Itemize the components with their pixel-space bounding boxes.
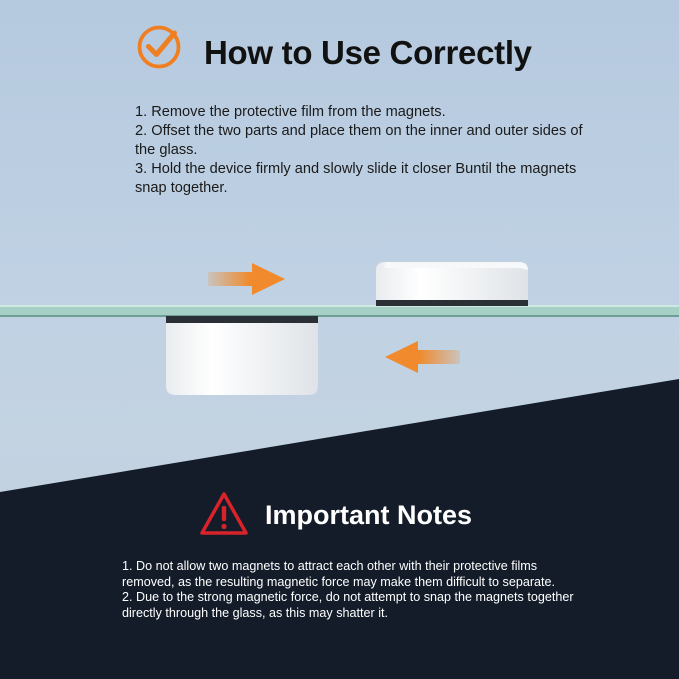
list-item: 1. Do not allow two magnets to attract each other with their protective films removed, as the resulting magnetic force may make them difficult to separate. bbox=[122, 559, 556, 589]
usage-steps bbox=[135, 103, 585, 198]
list-item: 1. Remove the protective film from the magnets. bbox=[135, 104, 446, 120]
check-circle-icon bbox=[136, 24, 182, 70]
arrow-right-icon bbox=[208, 263, 285, 295]
important-notes bbox=[122, 559, 592, 621]
outer-magnet bbox=[376, 262, 528, 306]
arrow-left-icon bbox=[385, 341, 460, 373]
list-item: 3. Hold the device firmly and slowly slide it closer Buntil the magnets snap together. bbox=[135, 161, 577, 196]
notes-title: Important Notes bbox=[265, 500, 473, 530]
inner-magnet bbox=[166, 316, 318, 395]
list-item: 2. Offset the two parts and place them on the inner and outer sides of the glass. bbox=[135, 123, 583, 158]
list-item: 2. Due to the strong magnetic force, do not attempt to snap the magnets together directly through the glass, as this may shatter it. bbox=[122, 590, 574, 620]
page-title: How to Use Correctly bbox=[204, 34, 532, 71]
warning-triangle-icon bbox=[198, 490, 250, 538]
glass-pane bbox=[0, 305, 679, 317]
